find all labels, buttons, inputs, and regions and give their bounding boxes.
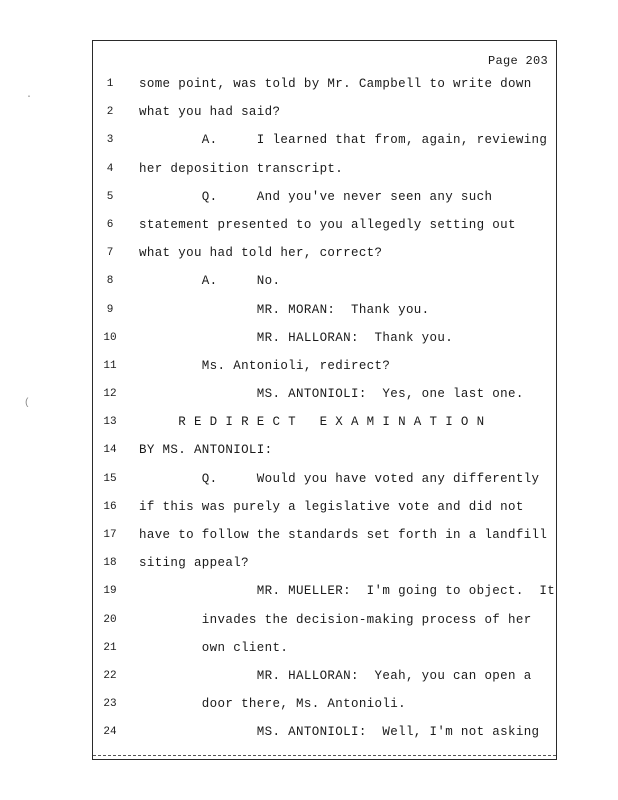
transcript-line	[93, 296, 556, 324]
line-number: 7	[106, 247, 114, 260]
line-text: MR. HALLORAN: Yeah, you can open a	[139, 668, 532, 683]
transcript-lines	[93, 70, 556, 747]
transcript-line	[93, 155, 556, 183]
line-text: MR. HALLORAN: Thank you.	[139, 330, 454, 345]
transcript-line	[93, 493, 556, 521]
transcript-line	[93, 606, 556, 634]
transcript-line	[93, 549, 556, 577]
transcript-line	[93, 521, 556, 549]
line-text: MS. ANTONIOLI: Well, I'm not asking	[139, 725, 540, 740]
line-number: 3	[106, 134, 114, 147]
transcript-line	[93, 211, 556, 239]
transcript-line	[93, 465, 556, 493]
line-text: what you had said?	[139, 105, 281, 120]
line-number: 16	[103, 500, 117, 513]
transcript-line	[93, 718, 556, 746]
line-number: 22	[103, 669, 117, 682]
line-number: 20	[103, 613, 117, 626]
bottom-rule	[93, 755, 556, 756]
line-number: 4	[106, 162, 114, 175]
line-text: door there, Ms. Antonioli.	[139, 697, 406, 712]
transcript-line	[93, 690, 556, 718]
line-text: Q. And you've never seen any such	[139, 189, 493, 204]
line-number: 10	[103, 331, 117, 344]
line-text: MR. MORAN: Thank you.	[139, 302, 430, 317]
transcript-line	[93, 436, 556, 464]
transcript-line	[93, 126, 556, 154]
line-number: 1	[106, 78, 114, 90]
line-text: if this was purely a legislative vote and did not	[139, 499, 524, 514]
line-number: 14	[103, 444, 117, 457]
line-text: what you had told her, correct?	[139, 246, 383, 261]
line-text: siting appeal?	[139, 556, 249, 571]
line-number: 17	[103, 529, 117, 541]
margin-mark: ·	[26, 92, 33, 103]
line-text: statement presented to you allegedly setting out	[139, 217, 516, 232]
line-number: 18	[103, 557, 117, 570]
transcript-line	[93, 662, 556, 690]
line-text: Q. Would you have voted any differently	[139, 471, 540, 486]
transcript-line	[93, 352, 556, 380]
line-text: have to follow the standards set forth in a landfill	[139, 528, 548, 542]
transcript-line	[93, 98, 556, 126]
line-number: 15	[103, 472, 117, 485]
line-number: 13	[103, 416, 117, 429]
line-number: 5	[106, 190, 114, 203]
line-text: R E D I R E C T E X A M I N A T I O N	[139, 415, 485, 430]
line-text: MR. MUELLER: I'm going to object. It	[139, 584, 556, 599]
line-text: BY MS. ANTONIOLI:	[139, 443, 273, 458]
transcript-page	[92, 40, 557, 760]
transcript-line	[93, 183, 556, 211]
line-number: 9	[106, 303, 114, 316]
line-number: 8	[106, 275, 114, 288]
transcript-line	[93, 70, 556, 98]
line-text: Ms. Antonioli, redirect?	[139, 358, 391, 373]
line-number: 21	[103, 641, 117, 654]
line-text: own client.	[139, 640, 289, 655]
transcript-line	[93, 239, 556, 267]
line-text: A. I learned that from, again, reviewing	[139, 133, 548, 148]
line-number: 23	[103, 698, 117, 711]
line-text: MS. ANTONIOLI: Yes, one last one.	[139, 387, 524, 402]
transcript-line	[93, 324, 556, 352]
line-number: 19	[103, 585, 117, 598]
transcript-line	[93, 634, 556, 662]
transcript-line	[93, 577, 556, 605]
line-text: invades the decision-making process of her	[139, 612, 532, 627]
line-number: 12	[103, 388, 117, 401]
line-number: 24	[103, 726, 117, 739]
transcript-line	[93, 408, 556, 436]
transcript-line	[93, 267, 556, 295]
line-text: her deposition transcript.	[139, 161, 344, 176]
margin-mark: (	[24, 398, 31, 409]
line-number: 2	[106, 106, 114, 119]
line-number: 11	[103, 359, 117, 372]
line-number: 6	[106, 218, 114, 231]
transcript-line	[93, 380, 556, 408]
page-number: Page 203	[487, 54, 548, 68]
line-text: A. No.	[139, 274, 281, 289]
line-text: some point, was told by Mr. Campbell to write down	[139, 77, 532, 91]
